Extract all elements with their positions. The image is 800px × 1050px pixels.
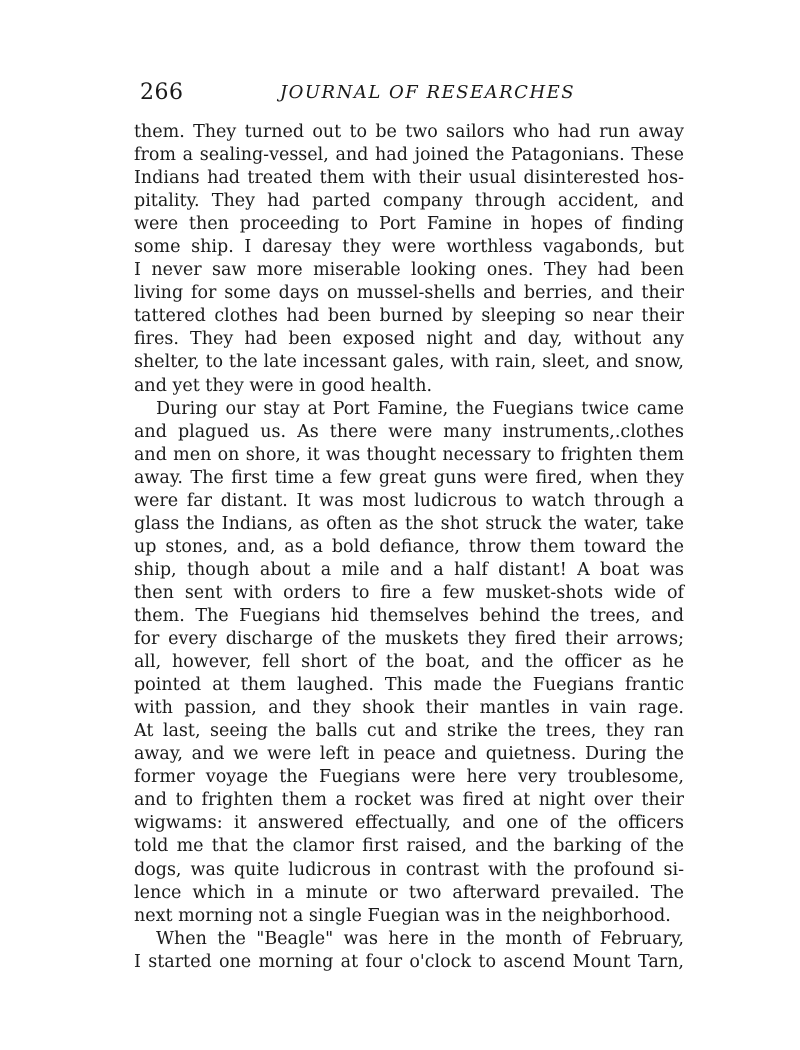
- text-line: and to frighten them a rocket was fired at night over their: [134, 790, 684, 811]
- text-line: for every discharge of the muskets they fired their arrows;: [134, 629, 684, 650]
- text-line: living for some days on mussel-shells and berries, and their: [134, 283, 684, 304]
- running-head: JOURNAL OF RESEARCHES: [279, 82, 576, 103]
- text-line: I never saw more miserable looking ones. They had been: [134, 260, 684, 281]
- text-line: with passion, and they shook their mantles in vain rage.: [134, 698, 684, 719]
- page-number: 266: [140, 80, 184, 105]
- text-line: up stones, and, as a bold defiance, throw them toward the: [134, 536, 684, 557]
- text-line: them. They turned out to be two sailors who had run away: [134, 122, 684, 142]
- text-line: then sent with orders to fire a few musket-shots wide of: [134, 582, 684, 603]
- text-line: away, and we were left in peace and quietness. During the: [134, 744, 684, 765]
- text-line: them. The Fuegians hid themselves behind the trees, and: [134, 605, 684, 626]
- text-line: and plagued us. As there were many instruments,.clothes: [134, 421, 684, 442]
- text-line: away. The first time a few great guns were fired, when they: [134, 467, 684, 488]
- text-line: wigwams: it answered effectually, and one of the officers: [134, 813, 684, 834]
- text-line: fires. They had been exposed night and day, without any: [134, 329, 684, 350]
- text-line: from a sealing-vessel, and had joined the Patagonians. These: [134, 145, 684, 166]
- text-line: During our stay at Port Famine, the Fuegians twice came: [156, 398, 684, 419]
- body-text: [134, 121, 684, 974]
- text-line: tattered clothes had been burned by sleeping so near their: [134, 306, 684, 327]
- text-line: all, however, fell short of the boat, and the officer as he: [134, 652, 684, 673]
- text-line: At last, seeing the balls cut and strike the trees, they ran: [134, 721, 684, 742]
- text-line: lence which in a minute or two afterward prevailed. The: [134, 882, 684, 903]
- text-line: ship, though about a mile and a half distant! A boat was: [134, 559, 684, 580]
- text-line: former voyage the Fuegians were here very troublesome,: [134, 767, 684, 788]
- text-line: were then proceeding to Port Famine in hopes of finding: [134, 214, 684, 235]
- text-line: I started one morning at four o'clock to ascend Mount Tarn,: [134, 951, 684, 972]
- text-line: When the "Beagle" was here in the month of February,: [156, 928, 684, 949]
- page-header: [140, 80, 685, 110]
- text-line: told me that the clamor first raised, and the barking of the: [134, 836, 684, 857]
- text-line: some ship. I daresay they were worthless vagabonds, but: [134, 237, 684, 258]
- text-line: and yet they were in good health.: [134, 375, 433, 396]
- text-line: next morning not a single Fuegian was in the neighborhood.: [134, 905, 671, 926]
- text-line: pointed at them laughed. This made the Fuegians frantic: [134, 675, 684, 696]
- text-line: pitality. They had parted company through accident, and: [134, 191, 684, 212]
- text-line: shelter, to the late incessant gales, with rain, sleet, and snow,: [134, 352, 684, 373]
- text-line: glass the Indians, as often as the shot struck the water, take: [134, 513, 684, 534]
- text-line: and men on shore, it was thought necessary to frighten them: [134, 444, 684, 465]
- text-line: Indians had treated them with their usual disinterested hos-: [134, 168, 684, 189]
- text-line: dogs, was quite ludicrous in contrast with the profound si-: [134, 859, 684, 880]
- text-line: were far distant. It was most ludicrous to watch through a: [134, 490, 684, 511]
